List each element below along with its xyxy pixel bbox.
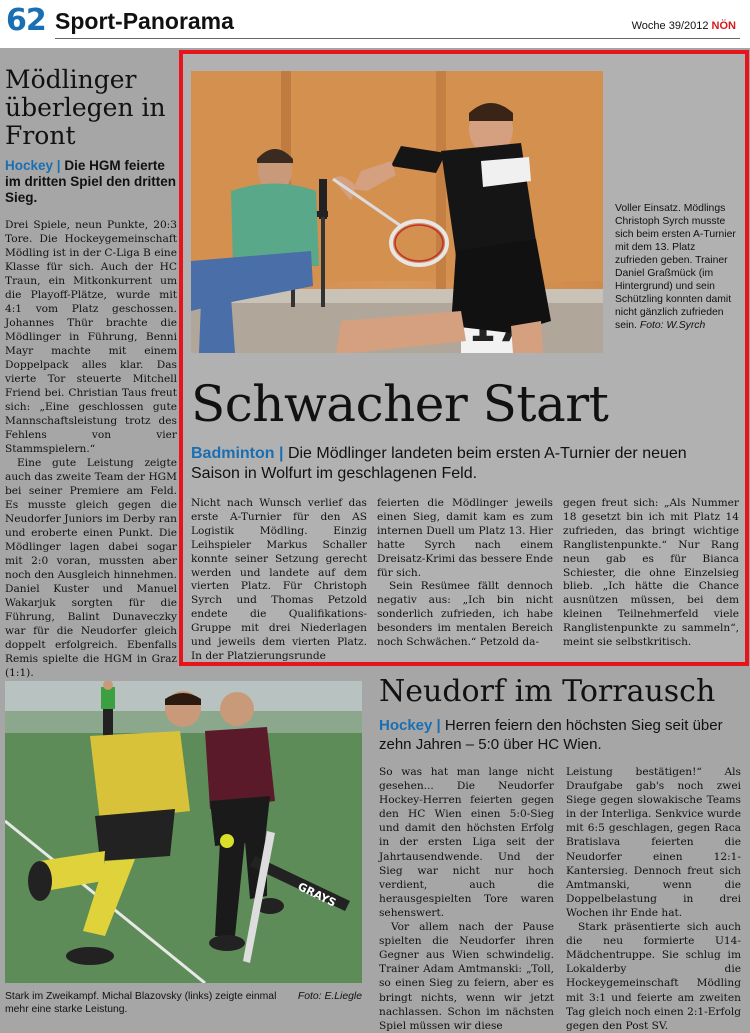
kicker-divider: |: [436, 717, 441, 734]
photo-caption: [615, 202, 740, 332]
left-article-subhead-text: Die HGM feierte im dritten Spiel den dritten Sieg.: [5, 158, 177, 205]
article-paragraph: Nicht nach Wunsch verlief das erste A-Turnier für den AS Logistik Mödling. Einzig Leihspieler Markus Schaller konnte seiner Setzung gerecht werden und landete auf dem vierten Platz. Für Christoph Syrch und Thomas Petzold endete die Qualifikations-Gruppe mit drei Niederlagen und jeweils dem vierten Platz. In der Platzierungsrunde: [191, 497, 367, 662]
page-header: [0, 0, 750, 48]
bottom-article-subhead-text: Herren feiern den höchsten Sieg seit über zehn Jahren – 5:0 über HC Wien.: [379, 717, 723, 753]
badminton-photo: [191, 71, 603, 353]
hockey-stick-label: GRAYS: [295, 880, 339, 910]
issue-week: Woche 39/2012: [631, 20, 709, 32]
featured-article-body: [191, 497, 741, 664]
header-rule: [55, 38, 740, 39]
featured-article-headline: Schwacher Start: [191, 375, 609, 433]
bottom-article-subhead: [379, 716, 744, 754]
hockey-photo: [5, 681, 362, 983]
page-number: 62: [6, 3, 46, 38]
badminton-photo-illustration: [191, 71, 603, 353]
featured-article-subhead: [191, 444, 736, 484]
article-column: [377, 497, 553, 664]
article-column: [379, 765, 554, 1033]
article-paragraph: gegen freut sich: „Als Nummer 18 gesetzt bin ich mit Platz 14 zufrieden, das bringt wichtige Ranglistenpunkte.“ Nur Rang neun gab es für Bianca Schiester, die ohne Einzelsieg blieb. „Ich hätte die Chance ausnützen müssen, bei dem kleinen Teilnehmerfeld viele Ranglistenpunkte zu sammeln“, meint sie selbstkritisch.: [563, 497, 739, 649]
article-paragraph: Stark präsentierte sich auch die neu formierte U14-Mädchentruppe. Sie schlug im Lokalderby die Hockeygemeinschaft Mödling mit 3:1 und feierte am zweiten Tag gleich noch einen 2:1-Erfolg gegen den Post SV.: [566, 921, 741, 1032]
left-article-kicker: Hockey: [5, 158, 54, 173]
article-paragraph: So was hat man lange nicht gesehen... Die Neudorfer Hockey-Herren feierten gegen den HC Wien einen 5:0-Sieg und damit den höchsten Erfolg in der ersten Liga seit der Jahrtausendwende. Und der Sieg war nicht nur hoch verdient, auch die herausgespielten Tore waren sehenswert.: [379, 766, 554, 919]
photo-caption-text: Stark im Zweikampf. Michal Blazovsky (links) zeigte einmal mehr eine starke Leistung.: [5, 991, 277, 1015]
featured-article-subhead-text: Die Mödlinger landeten beim ersten A-Turnier der neuen Saison in Wolfurt im geschlagenen Feld.: [191, 445, 687, 482]
featured-article-kicker: Badminton: [191, 445, 275, 462]
article-column: [563, 497, 739, 664]
article-column: [191, 497, 367, 664]
left-article-subhead: [5, 158, 177, 206]
photo-credit: Foto: W.Syrch: [639, 320, 706, 331]
article-paragraph: Sein Resümee fällt dennoch negativ aus: „Ich bin nicht sonderlich zufrieden, ich habe besonders im mentalen Bereich noch Schwächen.“ Petzold da-: [377, 580, 553, 649]
article-paragraph: Leistung bestätigen!“ Als Draufgabe gab's noch zwei Siege gegen slowakische Teams in der Interliga. Senkvice wurde mit 6:5 geschlagen, gegen Raca Bratislava feierten die Neudorfer einen 12:1-Kantersieg. Dennoch freut sich Amtmanski, wenn die Doppelbelastung in drei Wochen ihr Ende hat.: [566, 766, 741, 919]
photo-caption-text: Voller Einsatz. Mödlings Christoph Syrch musste sich beim ersten A-Turnier mit dem 13. Platz zufrieden geben. Trainer Daniel Graßmück (im Hintergrund) und sein Schützling konnten damit nicht gänzlich zufrieden sein.: [615, 203, 736, 331]
brand-logo: NÖN: [711, 20, 736, 32]
section-title: Sport-Panorama: [55, 8, 234, 34]
bottom-article-headline: Neudorf im Torrausch: [379, 674, 716, 709]
featured-article: [179, 50, 749, 666]
article-paragraph: Vor allem nach der Pause spielten die Neudorfer ihren Gegner aus Wien schwindelig. Trainer Adam Amtmanski: „Toll, so einen Sieg zu feiern, aber es bringt nichts, wenn wir jetzt nachlassen. Schon im nächsten Spiel müssen wir diese: [379, 921, 554, 1032]
left-article: [5, 66, 177, 680]
article-paragraph: feierten die Mödlinger jeweils einen Sieg, damit kam es zum internen Duell um Platz 13. Hier hatte Syrch nach einem Dreisatz-Krimi das bessere Ende für sich.: [377, 497, 553, 579]
left-article-paragraph: Drei Spiele, neun Punkte, 20:3 Tore. Die Hockeygemeinschaft Mödling ist in der C-Liga B eine Klasse für sich. Auch der HC Traun, ein Mitkonkurrent um die Playoff-Plätze, wurde mit 4:1 vom Platz geschossen. Johannes Thür brachte die Mödlinger in Führung, Benni Mayr machte mit einem Doppelpack alles klar. Das vierte Tor steuerte Mitchell Friend bei. Christian Taus freut sich: „Eine geschlossen gute Mannschaftsleistung trotz des Fehlens von vier Stammspielern.“: [5, 219, 177, 455]
kicker-divider: |: [279, 445, 284, 462]
bottom-article-body: [379, 765, 741, 1033]
hockey-photo-illustration: [5, 681, 362, 983]
photo-credit: Foto: E.Liegle: [297, 991, 362, 1002]
photo-caption: [5, 990, 362, 1016]
kicker-divider: |: [56, 158, 61, 173]
bottom-article-kicker: Hockey: [379, 717, 433, 734]
issue-label: [632, 20, 736, 32]
left-article-paragraph: Eine gute Leistung zeigte auch das zweite Team der HGM bei seiner Premiere am Feld. Es musste gleich gegen die Neudorfer Juniors im Derby ran und eroberte einen Punkt. Die Mödlinger lagen dabei sogar mit 2:0 voran, mussten aber noch den Ausgleich hinnehmen. Daniel Kuster und Manuel Wakarjuk sorgten für die Führung, Balint Dunaveczky war für die Neudorfer gleich doppelt erfolgreich. Ebenfalls Remis spielte die HGM in Graz (1:1).: [5, 457, 177, 679]
left-article-headline: Mödlinger überlegen in Front: [5, 65, 166, 150]
article-column: [566, 765, 741, 1033]
